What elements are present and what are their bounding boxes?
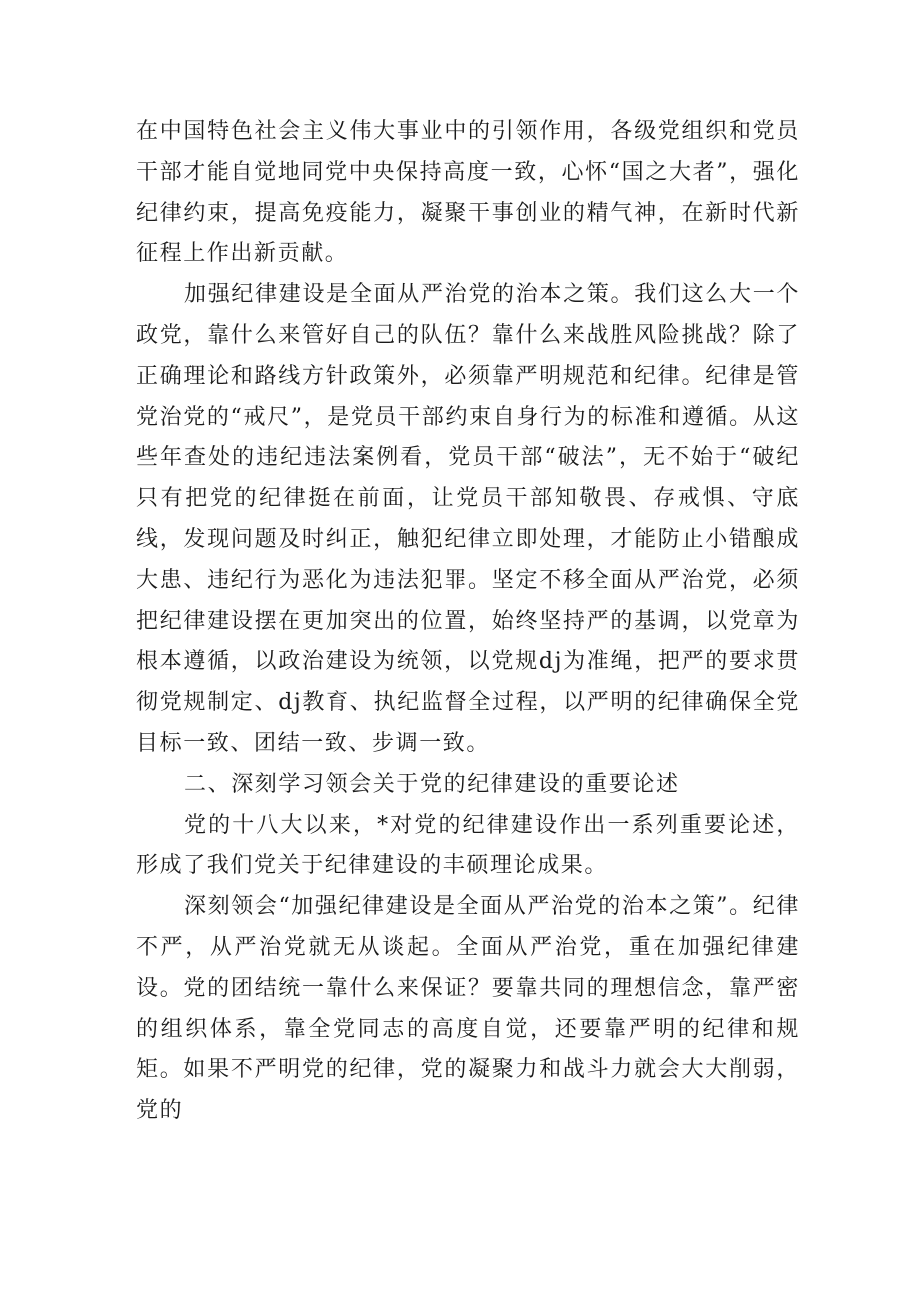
section-heading-2: 二、深刻学习领会关于党的纪律建设的重要论述: [184, 771, 680, 797]
paragraph-1: 在中国特色社会主义伟大事业中的引领作用，各级党组织和党员干部才能自觉地同党中央保持高度一致，心怀“国之大者”，强化纪律约束，提高免疫能力，凝聚干事创业的精气神，在新时代新征程上作出新贡献。: [136, 119, 800, 267]
paragraph-4: 深刻领会“加强纪律建设是全面从严治党的治本之策”。纪律不严，从严治党就无从谈起。全面从严治党，重在加强纪律建设。党的团结统一靠什么来保证？要靠共同的理想信念，靠严密的组织体系，靠全党同志的高度自觉，还要靠严明的纪律和规矩。如果不严明党的纪律，党的凝聚力和战斗力就会大大削弱，党的: [136, 894, 800, 1124]
paragraph-2: 加强纪律建设是全面从严治党的治本之策。我们这么大一个政党，靠什么来管好自己的队伍？靠什么来战胜风险挑战？除了正确理论和路线方针政策外，必须靠严明规范和纪律。纪律是管党治党的“戒尺”，是党员干部约束自身行为的标准和遵循。从这些年查处的违纪违法案例看，党员干部“破法”，无不始于“破纪只有把党的纪律挺在前面，让党员干部知敬畏、存戒惧、守底线，发现问题及时纠正，触犯纪律立即处理，才能防止小错酿成大患、违纪行为恶化为违法犯罪。坚定不移全面从严治党，必须把纪律建设摆在更加突出的位置，始终坚持严的基调，以党章为根本遵循，以政治建设为统领，以党规dj为准绳，把严的要求贯彻党规制定、dj教育、执纪监督全过程，以严明的纪律确保全党目标一致、团结一致、步调一致。: [136, 282, 800, 756]
paragraph-3: 党的十八大以来，*对党的纪律建设作出一系列重要论述，形成了我们党关于纪律建设的丰硕理论成果。: [136, 812, 800, 879]
document-body: [136, 112, 800, 1132]
